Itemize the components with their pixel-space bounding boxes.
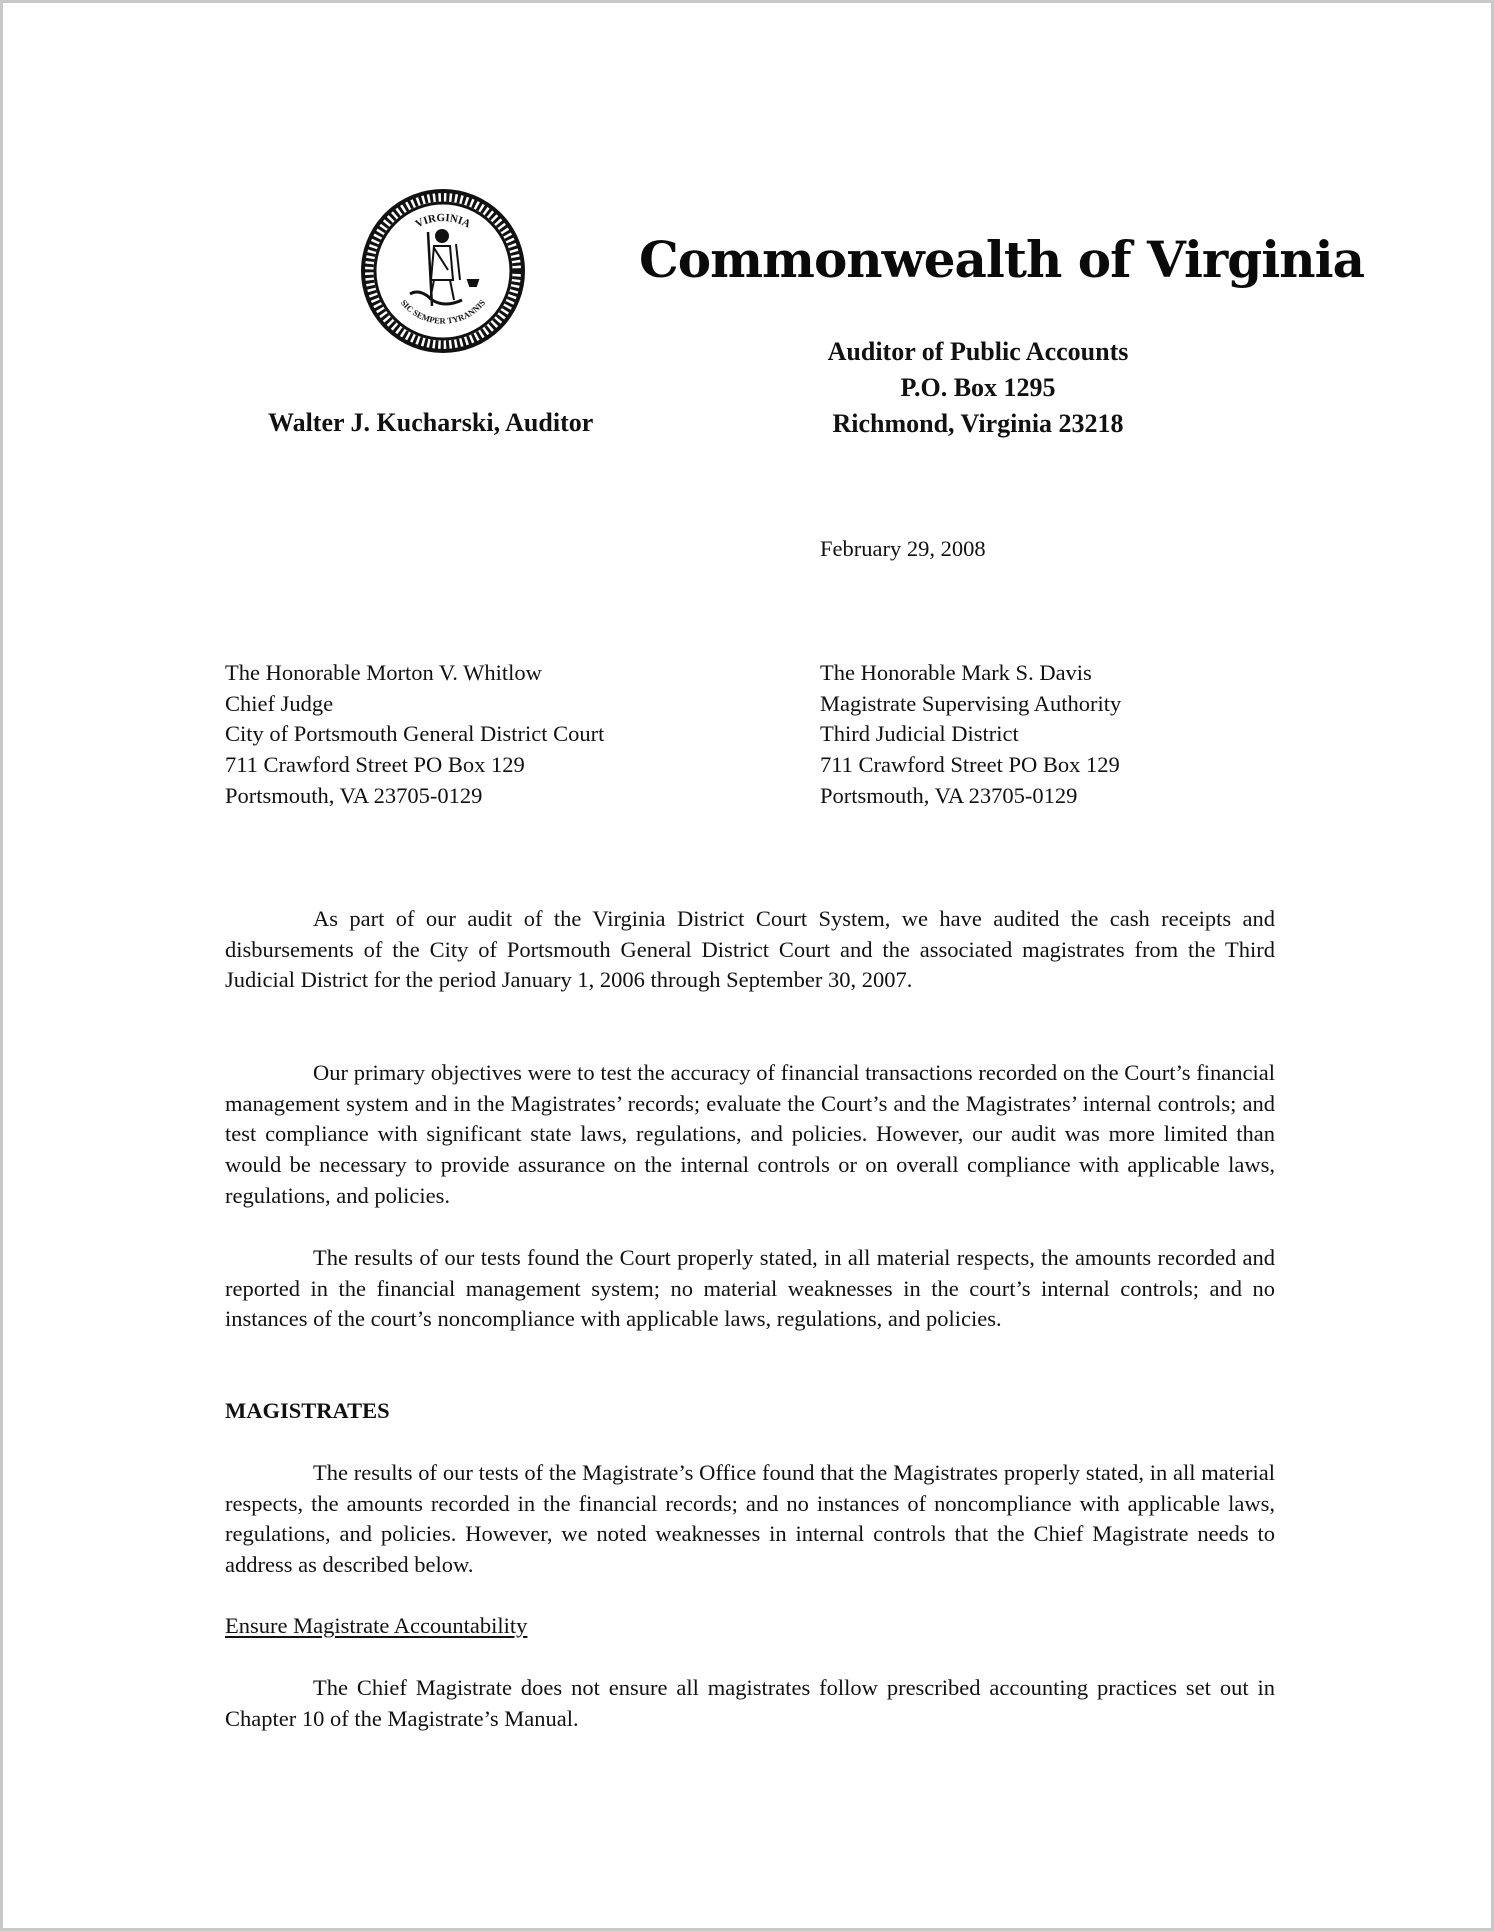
address-line: Portsmouth, VA 23705-0129 bbox=[820, 782, 1078, 808]
subheading-ensure-accountability: Ensure Magistrate Accountability bbox=[225, 1613, 528, 1638]
body-paragraph-audit-scope bbox=[225, 904, 1275, 996]
address-line: Chief Judge bbox=[225, 690, 334, 716]
office-po-box: P.O. Box 1295 bbox=[900, 373, 1056, 402]
paragraph-text: As part of our audit of the Virginia District Court System, we have audited the cash receipts and disbursements of the City of Portsmouth General District Court and the associated magistrates from the Third Judicial District for the period January 1, 2006 through September 30, 2007. bbox=[225, 906, 1275, 993]
virginia-state-seal-icon bbox=[360, 188, 526, 354]
address-line: 711 Crawford Street PO Box 129 bbox=[225, 752, 525, 778]
body-paragraph-accountability-finding bbox=[225, 1673, 1275, 1734]
auditor-name: Walter J. Kucharski, Auditor bbox=[268, 408, 594, 437]
address-line: 711 Crawford Street PO Box 129 bbox=[820, 752, 1120, 778]
recipient-address-left bbox=[225, 658, 604, 811]
office-city-state-zip: Richmond, Virginia 23218 bbox=[832, 409, 1124, 438]
address-line: City of Portsmouth General District Court bbox=[225, 721, 605, 747]
address-line: The Honorable Mark S. Davis bbox=[820, 660, 1092, 685]
paragraph-text: The Chief Magistrate does not ensure all magistrates follow prescribed accounting practices set out in Chapter 10 of the Magistrate’s Manual. bbox=[225, 1675, 1275, 1731]
seal-graphic bbox=[360, 188, 526, 354]
section-heading-magistrates: MAGISTRATES bbox=[225, 1398, 390, 1423]
seal-bottom-text: SIC SEMPER TYRANNIS bbox=[398, 297, 488, 326]
letterhead-title: Commonwealth of Virginia bbox=[639, 230, 1364, 289]
paragraph-text: Our primary objectives were to test the accuracy of financial transactions recorded on the Court’s financial management system and in the Magistrates’ records; evaluate the Court’s and the Magistrates’ internal controls; and test compliance with significant state laws, regulations, and policies. However, our audit was more limited than would be necessary to provide assurance on the internal controls or on overall compliance with applicable laws, regulations, and policies. bbox=[225, 1060, 1275, 1208]
address-line: The Honorable Morton V. Whitlow bbox=[225, 660, 542, 685]
address-line: Third Judicial District bbox=[820, 721, 1019, 747]
address-line: Magistrate Supervising Authority bbox=[820, 690, 1122, 716]
recipient-address-right bbox=[820, 658, 1121, 811]
paragraph-text: The results of our tests of the Magistrate’s Office found that the Magistrates properly stated, in all material respects, the amounts recorded in the financial records; and no instances of noncompliance with applicable laws, regulations, and policies. However, we noted weaknesses in internal controls that the Chief Magistrate needs to address as described below. bbox=[225, 1460, 1275, 1578]
office-name: Auditor of Public Accounts bbox=[827, 337, 1129, 366]
letter-date: February 29, 2008 bbox=[820, 536, 986, 561]
body-paragraph-objectives bbox=[225, 1058, 1275, 1212]
paragraph-text: The results of our tests found the Court properly stated, in all material respects, the amounts recorded and reported in the financial management system; no material weaknesses in the court’s internal controls; and no instances of the court’s noncompliance with applicable laws, regulations, and policies. bbox=[225, 1245, 1275, 1332]
body-paragraph-court-results bbox=[225, 1243, 1275, 1335]
body-paragraph-magistrates-results bbox=[225, 1458, 1275, 1581]
address-line: Portsmouth, VA 23705-0129 bbox=[225, 782, 483, 808]
seal-top-text: VIRGINIA bbox=[413, 211, 473, 231]
office-address-block bbox=[763, 334, 1193, 442]
